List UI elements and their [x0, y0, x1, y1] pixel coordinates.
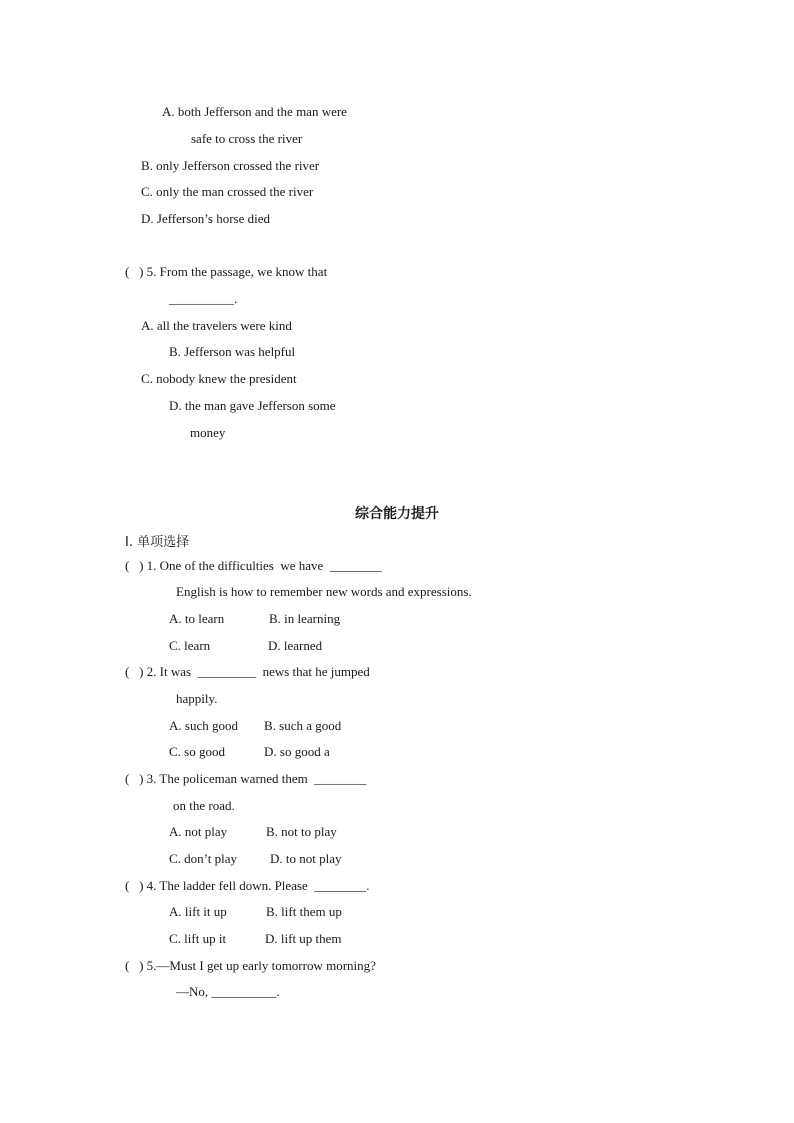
p2-q1-option-b: B. in learning	[269, 611, 341, 626]
p2-q3-option-b: B. not to play	[266, 824, 337, 839]
p2-q4-option-b: B. lift them up	[266, 904, 342, 919]
p2-q3-cont: on the road.	[173, 798, 235, 813]
q4-option-c: C. only the man crossed the river	[141, 184, 314, 199]
p2-q4-option-a: A. lift it up	[169, 904, 227, 919]
p2-q1-option-a: A. to learn	[169, 611, 225, 626]
p2-q4-option-c: C. lift up it	[169, 931, 227, 946]
p2-q2-option-c: C. so good	[169, 744, 225, 759]
q5-option-d-line2: money	[190, 425, 226, 440]
p2-q1-option-d: D. learned	[268, 638, 323, 653]
p2-q1-stem: ( ) 1. One of the difficulties we have ________	[125, 558, 382, 573]
q5-stem: ( ) 5. From the passage, we know that	[125, 264, 328, 279]
p2-q4-stem: ( ) 4. The ladder fell down. Please ________.	[125, 878, 370, 893]
section-title: 综合能力提升	[355, 506, 439, 522]
q5-option-c: C. nobody knew the president	[141, 371, 297, 386]
q5-option-a: A. all the travelers were kind	[141, 318, 292, 333]
q4-option-d: D. Jefferson’s horse died	[141, 211, 271, 226]
p2-q5-cont: —No, __________.	[176, 984, 280, 999]
q4-option-a-line2: safe to cross the river	[191, 131, 303, 146]
p2-q3-option-a: A. not play	[169, 824, 228, 839]
q5-option-b: B. Jefferson was helpful	[169, 344, 296, 359]
p2-q2-option-a: A. such good	[169, 718, 238, 733]
p2-q4-option-d: D. lift up them	[265, 931, 342, 946]
q5-option-d-line1: D. the man gave Jefferson some	[169, 398, 336, 413]
q4-option-b: B. only Jefferson crossed the river	[141, 158, 320, 173]
p2-q1-cont: English is how to remember new words and expressions.	[176, 584, 472, 599]
p2-q3-stem: ( ) 3. The policeman warned them ________	[125, 771, 367, 786]
p2-q2-cont: happily.	[176, 691, 218, 706]
p2-q2-option-b: B. such a good	[264, 718, 342, 733]
p2-q2-option-d: D. so good a	[264, 744, 330, 759]
q5-blank: __________.	[169, 291, 238, 306]
p2-q3-option-d: D. to not play	[270, 851, 342, 866]
section-heading: Ⅰ. 单项选择	[125, 535, 190, 550]
p2-q1-option-c: C. learn	[169, 638, 211, 653]
q4-option-a-line1: A. both Jefferson and the man were	[162, 104, 347, 119]
p2-q3-option-c: C. don’t play	[169, 851, 238, 866]
p2-q5-stem: ( ) 5.—Must I get up early tomorrow morning?	[125, 958, 376, 973]
p2-q2-stem: ( ) 2. It was _________ news that he jumped	[125, 664, 370, 679]
